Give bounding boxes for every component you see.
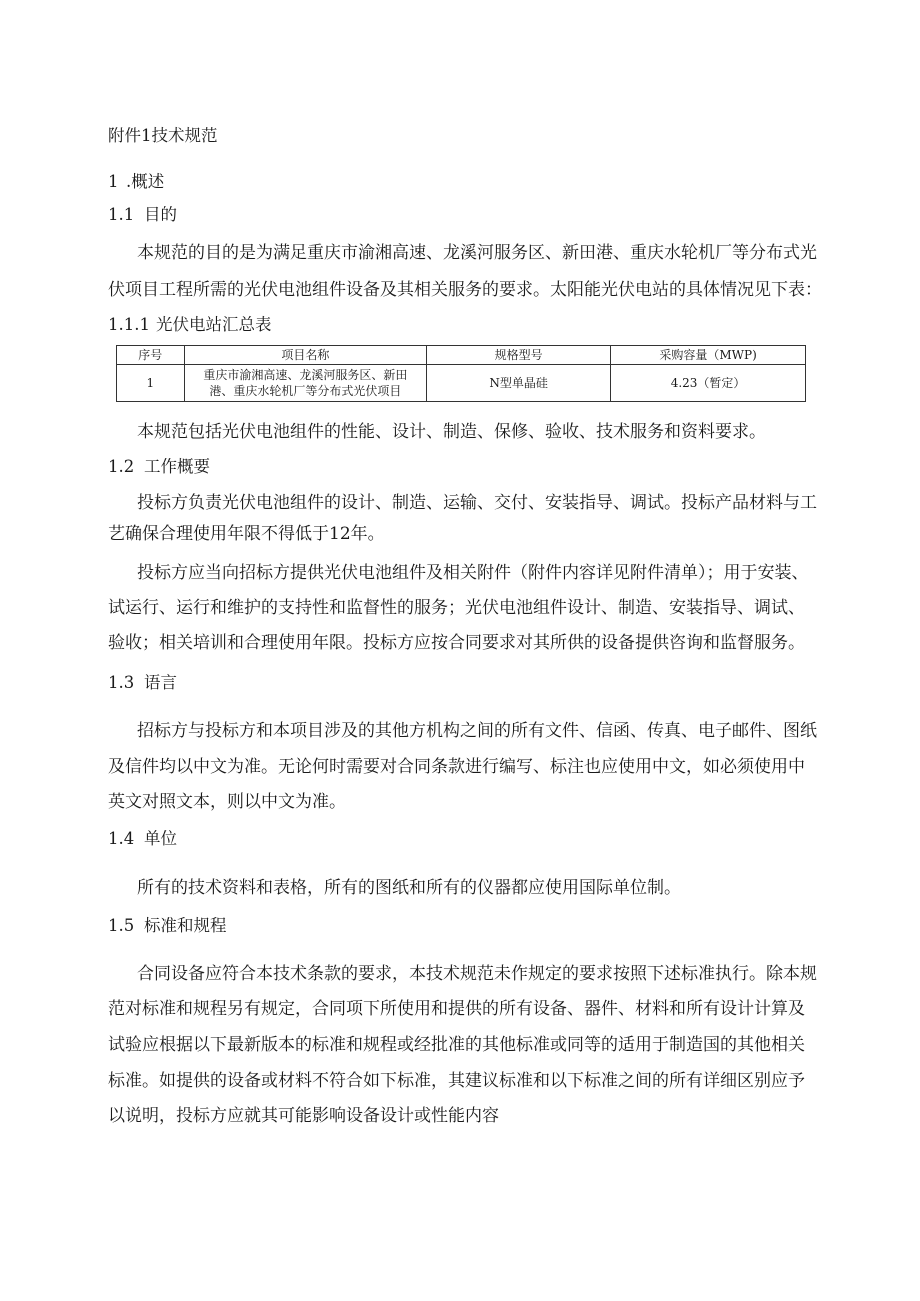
- section-1-heading: [108, 170, 164, 194]
- section-1-2-heading: [108, 455, 210, 479]
- paragraph-line: 验收；相关培训和合理使用年限。投标方应按合同要求对其所供的设备提供咨询和监督服务。: [108, 633, 805, 653]
- section-title: 光伏电站汇总表: [156, 315, 272, 334]
- paragraph-line: 投标方负责光伏电池组件的设计、制造、运输、交付、安装指导、调试。投标产品材料与工: [137, 493, 817, 513]
- paragraph-line: 投标方应当向招标方提供光伏电池组件及相关附件（附件内容详见附件清单）；用于安装、: [137, 563, 809, 583]
- col-header-spec: 规格型号: [427, 346, 611, 365]
- section-title: 单位: [144, 829, 177, 848]
- section-number: 1.1.1: [108, 315, 150, 334]
- section-1-1-heading: [108, 203, 177, 227]
- paragraph-line: 以说明，投标方应就其可能影响设备设计或性能内容: [108, 1106, 499, 1126]
- paragraph-line: 英文对照文本，则以中文为准。: [108, 792, 346, 812]
- section-number: 1.4: [108, 829, 135, 848]
- section-title: 目的: [144, 205, 177, 224]
- paragraph-line: 试运行、运行和维护的支持性和监督性的服务；光伏电池组件设计、制造、安装指导、调试、: [108, 598, 805, 618]
- section-1-3-heading: [108, 671, 177, 695]
- section-title: 工作概要: [144, 457, 210, 476]
- paragraph-line: 招标方与投标方和本项目涉及的其他方机构之间的所有文件、信函、传真、电子邮件、图纸: [137, 721, 817, 741]
- section-number: 1.2: [108, 457, 135, 476]
- cell-name-line: 重庆市渝湘高速、龙溪河服务区、新田: [203, 368, 408, 382]
- section-number: 1.1: [108, 205, 135, 224]
- paragraph-line: 所有的技术资料和表格，所有的图纸和所有的仪器都应使用国际单位制。: [137, 878, 681, 898]
- cell-spec: N型单晶硅: [427, 365, 611, 402]
- cell-capacity: 4.23（暂定）: [611, 365, 806, 402]
- cell-name-line: 港、重庆水轮机厂等分布式光伏项目: [209, 384, 402, 398]
- pv-station-summary-table: [116, 345, 806, 402]
- section-title: 标准和规程: [144, 916, 227, 935]
- paragraph-line: 本规范包括光伏电池组件的性能、设计、制造、保修、验收、技术服务和资料要求。: [137, 422, 766, 442]
- section-number: 1.5: [108, 916, 135, 935]
- table-row: [117, 365, 806, 402]
- section-1-5-heading: [108, 914, 227, 938]
- section-number: 1: [108, 172, 119, 191]
- doc-title: 附件1技术规范: [108, 126, 218, 145]
- table-header-row: [117, 346, 806, 365]
- paragraph-line: 及信件均以中文为准。无论何时需要对合同条款进行编写、标注也应使用中文，如必须使用中: [108, 757, 805, 777]
- section-title: .概述: [126, 172, 165, 191]
- paragraph-line: 本规范的目的是为满足重庆市渝湘高速、龙溪河服务区、新田港、重庆水轮机厂等分布式光: [137, 243, 817, 263]
- section-number: 1.3: [108, 673, 135, 692]
- col-header-no: 序号: [117, 346, 185, 365]
- section-1-4-heading: [108, 827, 177, 851]
- cell-no: 1: [117, 365, 185, 402]
- section-1-1-1-heading: [108, 313, 272, 337]
- cell-name: [184, 365, 427, 402]
- col-header-name: 项目名称: [184, 346, 427, 365]
- col-header-capacity: 采购容量（MWP): [611, 346, 806, 365]
- paragraph-line: 范对标准和规程另有规定，合同项下所使用和提供的所有设备、器件、材料和所有设计计算及: [108, 999, 805, 1019]
- paragraph-line: 试验应根据以下最新版本的标准和规程或经批准的其他标准或同等的适用于制造国的其他相关: [108, 1035, 805, 1055]
- paragraph-line: 艺确保合理使用年限不得低于12年。: [108, 524, 385, 544]
- paragraph-line: 合同设备应符合本技术条款的要求，本技术规范未作规定的要求按照下述标准执行。除本规: [137, 964, 817, 984]
- paragraph-line: 标准。如提供的设备或材料不符合如下标准，其建议标准和以下标准之间的所有详细区别应予: [108, 1071, 805, 1091]
- paragraph-line: 伏项目工程所需的光伏电池组件设备及其相关服务的要求。太阳能光伏电站的具体情况见下表：: [108, 280, 822, 300]
- section-title: 语言: [144, 673, 177, 692]
